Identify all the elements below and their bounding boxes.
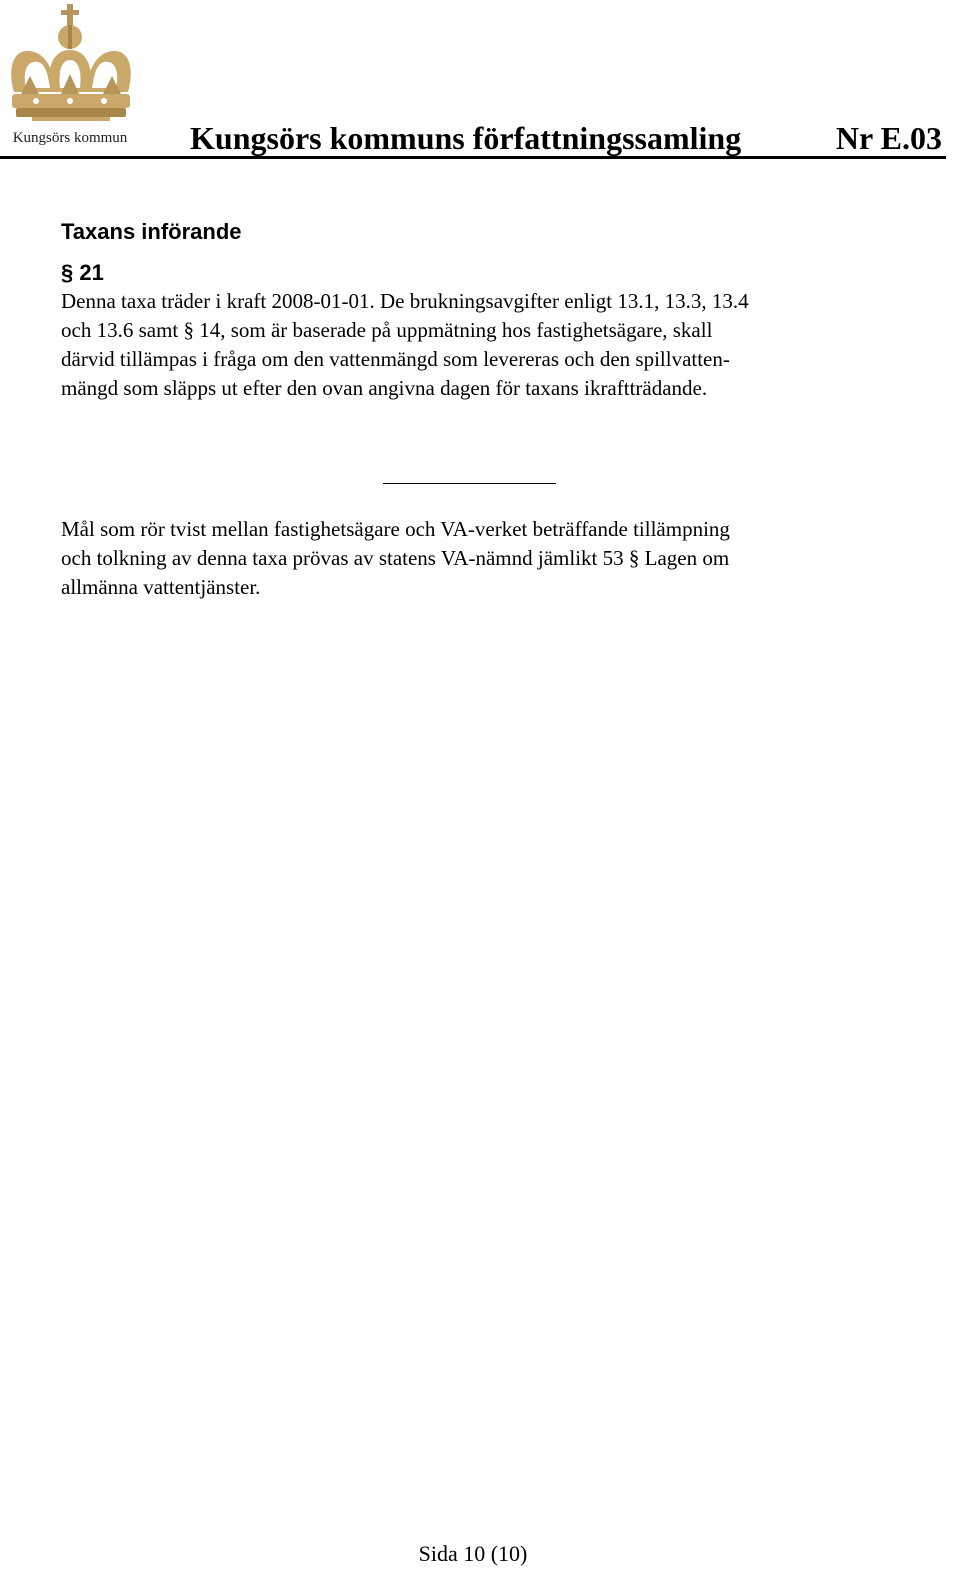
paragraph-line: mängd som släpps ut efter den ovan angivna dagen för taxans ikraftträdande. xyxy=(61,376,708,400)
document-title: Kungsörs kommuns författningssamling xyxy=(190,120,742,156)
page-number: Sida 10 (10) xyxy=(418,1541,528,1566)
paragraph-line: och 13.6 samt § 14, som är baserade på uppmätning hos fastighetsägare, skall xyxy=(61,318,713,342)
paragraph-line: Denna taxa träder i kraft 2008-01-01. De brukningsavgifter enligt 13.1, 13.3, 13.4 xyxy=(61,289,749,313)
closing-text xyxy=(61,515,891,602)
crown-icon xyxy=(6,4,136,129)
document-number: Nr E.03 xyxy=(835,120,942,156)
paragraph-line: därvid tillämpas i fråga om den vattenmängd som levereras och den spillvatten- xyxy=(61,347,730,371)
paragraph-number: § 21 xyxy=(61,260,104,285)
header-divider xyxy=(0,156,946,159)
paragraph-text xyxy=(61,287,891,403)
section-separator xyxy=(383,483,556,484)
closing-line: Mål som rör tvist mellan fastighetsägare och VA-verket beträffande tillämpning xyxy=(61,517,730,541)
closing-line: allmänna vattentjänster. xyxy=(61,575,261,599)
section-heading: Taxans införande xyxy=(61,219,242,244)
logo-caption: Kungsörs kommun xyxy=(12,130,128,146)
closing-line: och tolkning av denna taxa prövas av statens VA-nämnd jämlikt 53 § Lagen om xyxy=(61,546,730,570)
